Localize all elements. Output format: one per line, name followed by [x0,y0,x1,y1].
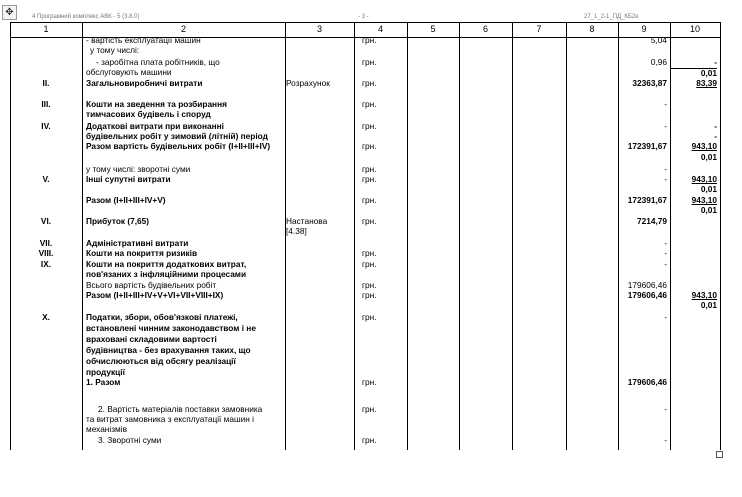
estimate-table [10,22,720,450]
row-labour: 943,10 [691,195,717,205]
row-number: X. [42,312,50,322]
row-labour: - [714,131,717,141]
row-total: 179606,46 [627,377,667,387]
row-basis: Розрахунок [286,78,330,88]
row-unit: грн. [362,195,377,205]
row-description: пов'язаних з інфляційними процесами [86,269,247,279]
column-number: 2 [180,24,186,34]
row-description: механізмів [86,424,127,434]
row-description: продукції [86,367,125,377]
row-total: - [664,404,667,414]
row-labour: 943,10 [691,174,717,184]
row-description: Кошти на покриття додаткових витрат, [86,259,247,269]
row-labour: 943,10 [691,141,717,151]
column-number: 9 [641,24,647,34]
row-number: VIII. [38,248,54,258]
row-description: будівництва - без врахування таких, що [86,345,251,355]
row-unit: грн. [362,216,377,226]
row-total: 32363,87 [632,78,667,88]
row-number: IV. [41,121,51,131]
row-description: тимчасових будівель і споруд [86,109,211,119]
row-basis: Настанова [286,216,328,226]
row-description: встановлені чинним законодавством і не [86,323,256,333]
row-description: обслуговують машини [86,67,172,77]
row-description: 1. Разом [86,377,121,387]
row-total: 179606,46 [627,290,667,300]
row-total: 5,04 [650,35,667,45]
header-program-name: 4 Програмний комплекс АВК - 5 (3.8.0) [32,14,140,20]
column-divider [407,22,408,450]
row-unit: грн. [362,164,377,174]
row-total: 172391,67 [627,141,667,151]
row-number: VI. [40,216,52,226]
row-total: - [664,121,667,131]
row-description: у тому числі: [90,45,140,55]
row-description: - вартість експлуатації машин [86,35,201,45]
column-divider [720,22,721,450]
row-unit: грн. [362,35,377,45]
column-divider [82,22,83,450]
row-total: - [664,99,667,109]
row-description: Податки, збори, обов'язкові платежі, [86,312,238,322]
row-number: V. [42,174,50,184]
row-unit: грн. [362,121,377,131]
row-description: обчислюються від обсягу реалізації [86,356,236,366]
row-description: Разом вартість будівельних робіт (I+II+III+IV) [86,141,271,151]
row-labour: 0,01 [700,300,717,310]
row-unit: грн. [362,57,377,67]
column-number: 3 [316,24,322,34]
row-description: - заробітна плата робітників, що [96,57,220,67]
row-labour: 0,01 [700,184,717,194]
row-unit: грн. [362,78,377,88]
header-document-code: 27_1_2-1_ПД_КБ2е [584,14,639,20]
row-unit: грн. [362,435,377,445]
row-description: Разом (I+II+III+IV+V) [86,195,166,205]
row-description: будівельних робіт у зимовий (літній) період [86,131,268,141]
row-unit: грн. [362,290,377,300]
row-description: Адміністративні витрати [86,238,189,248]
header-page-number: - 3 - [358,14,369,20]
row-unit: грн. [362,141,377,151]
row-description: Інші супутні витрати [86,174,171,184]
row-unit: грн. [362,404,377,414]
column-number: 10 [689,24,700,34]
row-labour: 83,39 [696,78,717,88]
column-divider [354,22,355,450]
column-divider [566,22,567,450]
row-labour: - [714,121,717,131]
row-description: Разом (I+II+III+IV+V+VI+VII+VIII+IX) [86,290,224,300]
row-total: - [664,259,667,269]
row-total: 172391,67 [627,195,667,205]
row-number: III. [41,99,51,109]
row-description: враховані складовими вартості [86,334,217,344]
row-total: - [664,312,667,322]
column-number: 6 [482,24,488,34]
row-total: - [664,238,667,248]
row-number: II. [42,78,50,88]
row-total: 179606,46 [627,280,667,290]
row-unit: грн. [362,259,377,269]
column-number: 8 [589,24,595,34]
row-labour: 0,01 [670,68,717,79]
row-description: Всього вартість будівельних робіт [86,280,217,290]
row-labour: 0,01 [700,205,717,215]
row-total: - [664,435,667,445]
row-unit: грн. [362,174,377,184]
column-number: 4 [377,24,383,34]
resize-handle[interactable] [716,451,723,458]
row-total: - [664,164,667,174]
row-description: Прибуток (7,65) [86,216,150,226]
row-description: та витрат замовника з експлуатації машин і [86,414,254,424]
row-unit: грн. [362,312,377,322]
row-basis: [4.38] [286,226,307,236]
row-total: 7214,79 [637,216,667,226]
column-divider [459,22,460,450]
row-description: у тому числі: зворотні суми [86,164,191,174]
row-unit: грн. [362,248,377,258]
row-labour: 0,01 [700,152,717,162]
row-number: IX. [40,259,52,269]
row-description: 3. Зворотні суми [98,435,162,445]
row-description: Кошти на зведення та розбирання [86,99,227,109]
row-total: - [664,174,667,184]
row-description: Кошти на покриття ризиків [86,248,198,258]
column-number: 1 [43,24,49,34]
row-unit: грн. [362,99,377,109]
row-unit: грн. [362,280,377,290]
row-description: Додаткові витрати при виконанні [86,121,224,131]
row-total: 0,96 [650,57,667,67]
row-total: - [664,248,667,258]
row-number: VII. [39,238,53,248]
move-icon[interactable]: ✥ [2,5,17,20]
column-number: 7 [536,24,542,34]
row-unit: грн. [362,377,377,387]
column-divider [512,22,513,450]
row-labour: 943,10 [691,290,717,300]
column-number: 5 [430,24,436,34]
row-description: Загальновиробничі витрати [86,78,203,88]
row-description: 2. Вартість матеріалів поставки замовника [98,404,263,414]
row-labour: - [714,57,717,67]
